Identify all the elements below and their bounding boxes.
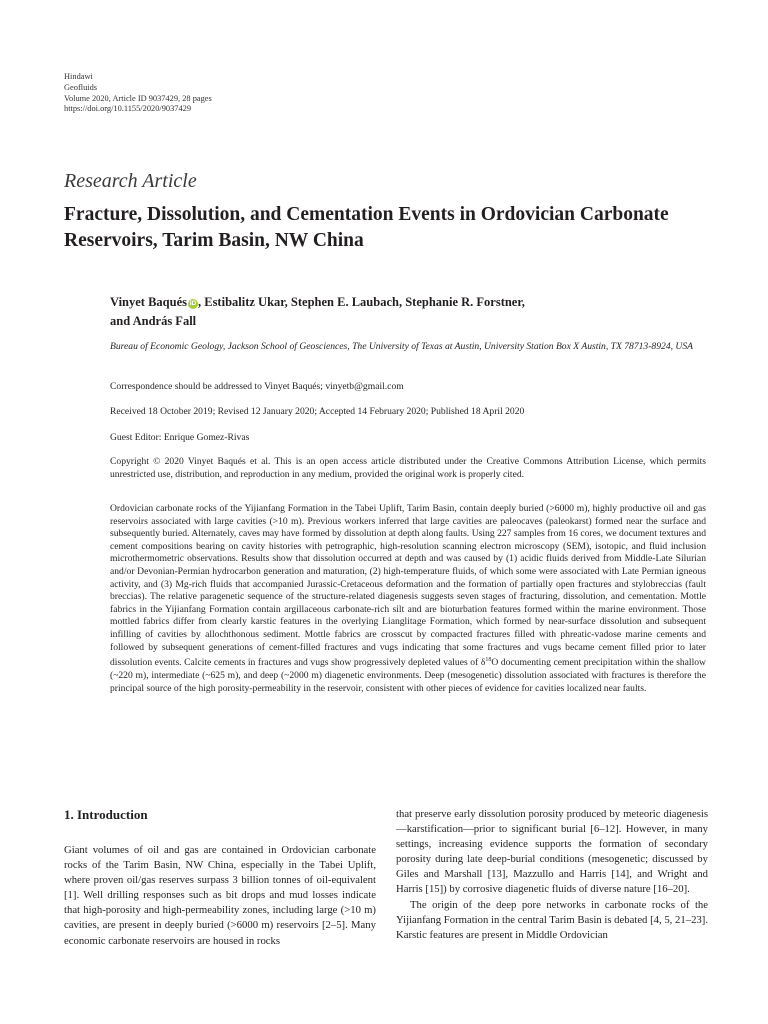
article-type: Research Article: [64, 170, 197, 192]
section-heading-introduction: 1. Introduction: [64, 807, 148, 822]
abstract-text-2: O documenting cement precipitation within the shallow (~220 m), intermediate (~625 m), and deep (~2000 m) diagenetic environments. Deep (mesogenetic) dissolution associated with fractures is therefore the principal source of the high porosity-permeability in the reservoir, consistent with other pieces of evidence for cavities localized near faults.: [110, 657, 706, 694]
publisher-name: Hindawi: [64, 72, 93, 81]
volume-info: Volume 2020, Article ID 9037429, 28 pages: [64, 93, 212, 103]
right-column: [396, 807, 708, 943]
abstract-text-1: Ordovician carbonate rocks of the Yijianfang Formation in the Tabei Uplift, Tarim Basin, contain deeply buried (>6000 m), highly productive oil and gas reservoirs associated with large cavities (>10 m). Previous workers inferred that large cavities are paleocaves (paleokarst) formed near the surface and subsequently buried. Alternately, caves may have formed by dissolution at depth along faults. Using 227 samples from 16 cores, we document textures and cement compositions bearing on cavity histories with petrographic, high-resolution scanning electron microscopy (SEM), isotopic, and fluid inclusion microthermometric observations. Results show that dissolution occurred at depth and was caused by (1) acidic fluids derived from Middle-Late Silurian and/or Devonian-Permian hydrocarbon generation and maturation, (2) high-temperature fluids, of which some were associated with Late Permian igneous activity, and (3) Mg-rich fluids that accompanied Jurassic-Cretaceous deformation and the formation of partially open fractures and stylobreccias (fault breccias). The relative paragenetic sequence of the structure-related diagenesis suggests seven stages of fracturing, dissolution, and cementation. Mottle fabrics in the Yijianfang Formation contain argillaceous carbonate-rich silt and are bioturbation features formed within the marine environment. Those mottled fabrics differ from clearly karstic features in the overlying Lianglitage Formation, which formed by near-surface dissolution and subsequent infilling of cavities by allochthonous sediment. Mottle fabrics are crosscut by compacted fractures filled with phreatic-vadose marine cements and followed by subsequent generations of cement-filled fractures and vugs indicating that some fractures and vugs became cement filled prior to later dissolution events. Calcite cements in fractures and vugs show progressively depleted values of δ: [110, 503, 706, 669]
journal-name: Geofluids: [64, 82, 98, 92]
correspondence: Correspondence should be addressed to Vinyet Baqués; vinyetb@gmail.com: [110, 381, 404, 392]
copyright-notice: Copyright © 2020 Vinyet Baqués et al. This is an open access article distributed under the Creative Commons Attribution License, which permits unrestricted use, distribution, and reproduction in any medium, provided the original work is properly cited.: [110, 456, 706, 480]
author-name-first[interactable]: Vinyet Baqués: [110, 295, 187, 309]
isotope-superscript: 18: [485, 657, 492, 664]
journal-masthead: [64, 72, 212, 115]
author-list: [110, 293, 710, 331]
abstract: [110, 503, 706, 695]
guest-editor: Guest Editor: Enrique Gomez-Rivas: [110, 432, 250, 443]
orcid-icon[interactable]: iD: [189, 300, 197, 307]
author-names-rest: , Estibalitz Ukar, Stephen E. Laubach, Stephanie R. Forstner,: [197, 295, 525, 309]
intro-paragraph-2: The origin of the deep pore networks in carbonate rocks of the Yijianfang Formation in the central Tarim Basin is debated [4, 5, 21–23]. Karstic features are present in Middle Ordovician: [396, 898, 708, 941]
left-column: [64, 807, 376, 949]
author-names-last: and András Fall: [110, 314, 197, 328]
intro-paragraph-1: Giant volumes of oil and gas are contained in Ordovician carbonate rocks of the Tarim Basin, NW China, especially in the Tabei Uplift, where proven oil/gas reserves surpass 3 billion tonnes of oil-equivalent [1]. Well drilling responses such as bit drops and mud losses indicate that high-porosity and high-permeability zones, including large (>10 m) cavities, are present in deeply buried (>6000 m) reservoirs [2–5]. Many economic carbonate reservoirs are housed in rocks: [64, 844, 376, 947]
doi-link[interactable]: https://doi.org/10.1155/2020/9037429: [64, 104, 192, 114]
intro-paragraph-1-continued: that preserve early dissolution porosity produced by meteoric diagenesis—karstification—prior to significant burial [6–12]. However, in many settings, increasing evidence supports the formation of secondary porosity during late deep-burial conditions (mesogenetic; discussed by Giles and Marshall [13], Mazzullo and Harris [14], and Wright and Harris [15]) by corrosive diagenetic fluids of diverse nature [16–20].: [396, 808, 708, 896]
affiliation: Bureau of Economic Geology, Jackson School of Geosciences, The University of Texas at Austin, University Station Box X Austin, TX 78713-8924, USA: [110, 341, 693, 352]
article-title: Fracture, Dissolution, and Cementation Events in Ordovician Carbonate Reservoirs, Tarim Basin, NW China: [64, 204, 669, 251]
publication-dates: Received 18 October 2019; Revised 12 January 2020; Accepted 14 February 2020; Published 18 April 2020: [110, 406, 525, 417]
